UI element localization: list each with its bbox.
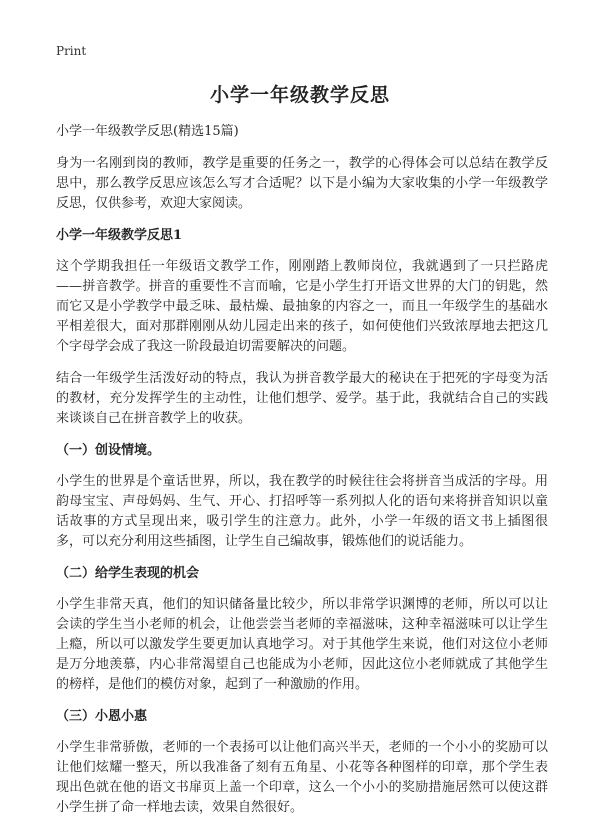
print-label: Print	[56, 44, 87, 58]
document-subtitle: 小学一年级教学反思(精选15篇)	[56, 124, 239, 139]
subheading-small-rewards: （三）小恩小惠	[56, 709, 148, 724]
paragraph-3: 小学生的世界是个童话世界，所以，我在教学的时候往往会将拼音当成活的字母。用韵母宝宝、声母妈妈、生气、开心、打招呼等一系列拟人化的语句来将拼音知识以童话故事的方式呈现出来，吸引学生的注意力。此外，小学一年级的语文书上插图很多，可以充分利用这些插图，让学生自己编故事，锻炼他们的说话能力。	[56, 474, 548, 549]
paragraph-4: 小学生非常天真，他们的知识储备量比较少，所以非常学识渊博的老师，所以可以让会读的学生当小老师的机会，让他尝尝当老师的幸福滋味，这种幸福滋味可以让学生上瘾，所以可以激发学生要更加认真地学习。对于其他学生来说，他们对这位小老师是万分地羡慕，内心非常渴望自己也能成为小老师，因此这位小老师就成了其他学生的榜样，是他们的模仿对象，起到了一种激励的作用。	[56, 597, 548, 692]
subheading-create-context: （一）创设情境。	[56, 443, 161, 458]
subheading-student-chance: （二）给学生表现的机会	[56, 566, 200, 581]
document-body	[56, 122, 548, 830]
paragraph-2: 结合一年级学生活泼好动的特点，我认为拼音教学最大的秘诀在于把死的字母变为活的教材，充分发挥学生的主动性，让他们想学、爱学。基于此，我就结合自己的实践来谈谈自己在拼音教学上的收获。	[56, 371, 548, 426]
intro-paragraph: 身为一名刚到岗的教师，教学是重要的任务之一，教学的心得体会可以总结在教学反思中，那么教学反思应该怎么写才合适呢？以下是小编为大家收集的小学一年级教学反思，仅供参考，欢迎大家阅读。	[56, 156, 548, 211]
section-heading-1: 小学一年级教学反思1	[56, 228, 183, 243]
document-title: 小学一年级教学反思	[209, 84, 390, 106]
paragraph-1: 这个学期我担任一年级语文教学工作，刚刚踏上教师岗位，我就遇到了一只拦路虎——拼音教学。拼音的重要性不言而喻，它是小学生打开语文世界的大门的钥匙，然而它又是小学教学中最乏味、最枯燥、最抽象的内容之一，而且一年级学生的基础水平相差很大，面对那群刚刚从幼儿园走出来的孩子，如何使他们兴致浓厚地去把这几个字母学会成了我这一阶段最迫切需要解决的问题。	[56, 259, 548, 354]
paragraph-5: 小学生非常骄傲，老师的一个表扬可以让他们高兴半天，老师的一个小小的奖励可以让他们炫耀一整天，所以我准备了刻有五角星、小花等各种图样的印章，那个学生表现出色就在他的语文书扉页上盖一个印章，这么一个小小的奖励措施居然可以使这群小学生拼了命一样地去读，效果自然很好。	[56, 740, 548, 815]
